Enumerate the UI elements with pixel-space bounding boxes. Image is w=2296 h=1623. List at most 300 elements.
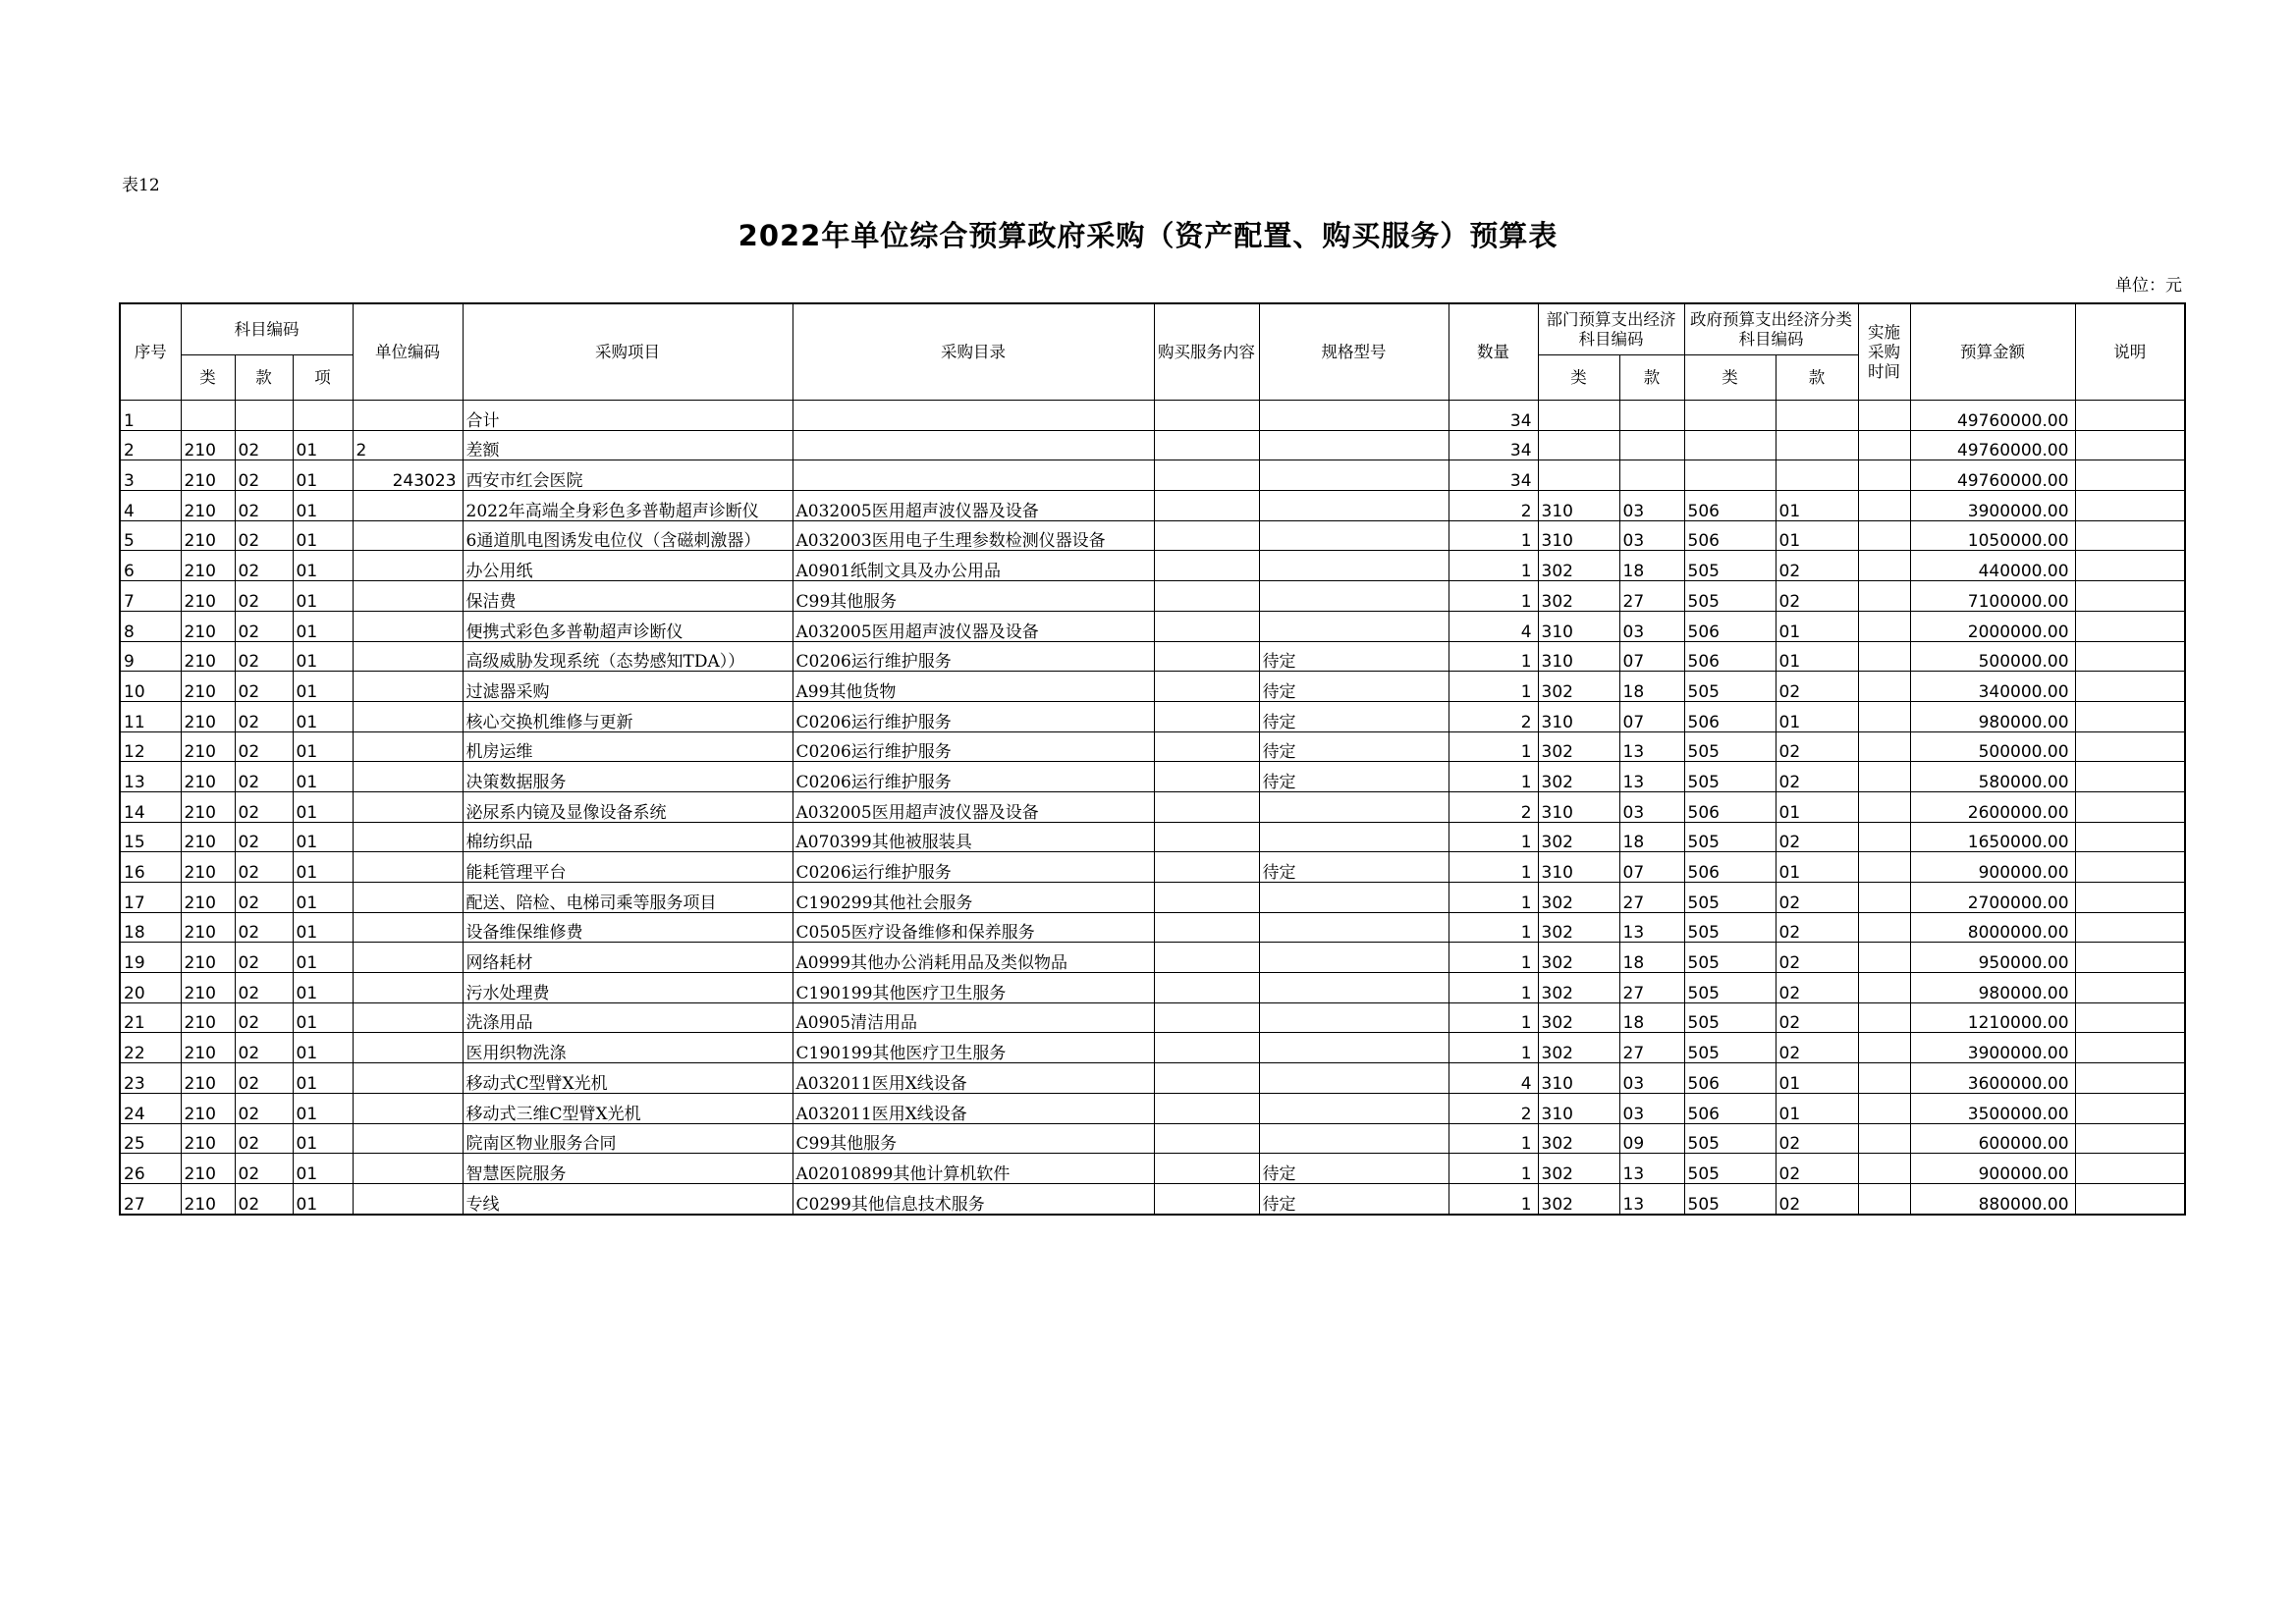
cell-seq: 26 <box>120 1154 181 1184</box>
cell-catalog: A032003医用电子生理参数检测仪器设备 <box>793 520 1154 551</box>
cell-kuan: 02 <box>235 912 293 943</box>
table-row <box>120 1093 2185 1123</box>
table-row <box>120 672 2185 702</box>
table-row <box>120 822 2185 852</box>
cell-dept-kuan: 07 <box>1619 701 1684 731</box>
cell-service <box>1154 883 1259 913</box>
cell-dept-kuan: 07 <box>1619 641 1684 672</box>
cell-spec: 待定 <box>1259 641 1449 672</box>
cell-amount: 950000.00 <box>1910 943 2075 973</box>
table-row <box>120 430 2185 460</box>
cell-service <box>1154 551 1259 581</box>
cell-service <box>1154 581 1259 612</box>
cell-unit-code <box>353 762 463 792</box>
table-row <box>120 1154 2185 1184</box>
cell-amount: 49760000.00 <box>1910 430 2075 460</box>
cell-lei: 210 <box>181 1063 235 1094</box>
table-row <box>120 943 2185 973</box>
cell-unit-code <box>353 401 463 431</box>
cell-note <box>2075 1123 2185 1154</box>
cell-amount: 3500000.00 <box>1910 1093 2075 1123</box>
cell-kuan: 02 <box>235 1154 293 1184</box>
cell-dept-lei: 302 <box>1538 943 1619 973</box>
cell-note <box>2075 731 2185 762</box>
cell-qty: 1 <box>1449 641 1538 672</box>
cell-lei <box>181 401 235 431</box>
cell-catalog: C99其他服务 <box>793 1123 1154 1154</box>
cell-project: 西安市红会医院 <box>463 460 793 491</box>
cell-unit-code: 2 <box>353 430 463 460</box>
cell-project: 棉纺织品 <box>463 822 793 852</box>
table-row <box>120 912 2185 943</box>
cell-note <box>2075 1002 2185 1033</box>
cell-lei: 210 <box>181 852 235 883</box>
cell-service <box>1154 430 1259 460</box>
cell-service <box>1154 1093 1259 1123</box>
cell-amount: 3900000.00 <box>1910 1033 2075 1063</box>
cell-gov-lei: 505 <box>1684 1183 1776 1214</box>
cell-xiang: 01 <box>293 701 353 731</box>
cell-service <box>1154 1183 1259 1214</box>
cell-gov-lei: 506 <box>1684 701 1776 731</box>
cell-dept-kuan <box>1619 430 1684 460</box>
cell-project: 合计 <box>463 401 793 431</box>
cell-unit-code <box>353 611 463 641</box>
cell-gov-kuan: 02 <box>1776 1033 1858 1063</box>
cell-impl-time <box>1858 1002 1910 1033</box>
cell-spec <box>1259 1123 1449 1154</box>
col-dept-econ-header-text: 部门预算支出经济科目编码 <box>1546 309 1676 349</box>
cell-note <box>2075 401 2185 431</box>
cell-spec <box>1259 912 1449 943</box>
cell-gov-lei: 505 <box>1684 912 1776 943</box>
cell-gov-kuan: 02 <box>1776 1123 1858 1154</box>
cell-note <box>2075 1093 2185 1123</box>
cell-project: 智慧医院服务 <box>463 1154 793 1184</box>
table-row <box>120 611 2185 641</box>
cell-catalog: C190199其他医疗卫生服务 <box>793 973 1154 1003</box>
cell-gov-lei: 506 <box>1684 1093 1776 1123</box>
cell-dept-kuan: 27 <box>1619 581 1684 612</box>
cell-unit-code <box>353 822 463 852</box>
cell-catalog: C0505医疗设备维修和保养服务 <box>793 912 1154 943</box>
cell-note <box>2075 852 2185 883</box>
cell-gov-lei: 505 <box>1684 581 1776 612</box>
cell-kuan: 02 <box>235 883 293 913</box>
table-label: 表12 <box>122 176 160 195</box>
col-gov-econ-header-text: 政府预算支出经济分类科目编码 <box>1690 309 1853 349</box>
cell-seq: 7 <box>120 581 181 612</box>
cell-gov-kuan: 02 <box>1776 1154 1858 1184</box>
cell-qty: 2 <box>1449 491 1538 521</box>
cell-spec: 待定 <box>1259 1183 1449 1214</box>
cell-qty: 34 <box>1449 460 1538 491</box>
cell-impl-time <box>1858 1063 1910 1094</box>
cell-gov-lei: 505 <box>1684 822 1776 852</box>
cell-project: 核心交换机维修与更新 <box>463 701 793 731</box>
cell-project: 决策数据服务 <box>463 762 793 792</box>
cell-dept-kuan: 27 <box>1619 1033 1684 1063</box>
cell-qty: 1 <box>1449 822 1538 852</box>
cell-lei: 210 <box>181 731 235 762</box>
cell-gov-lei <box>1684 460 1776 491</box>
cell-lei: 210 <box>181 491 235 521</box>
cell-seq: 4 <box>120 491 181 521</box>
cell-dept-kuan: 27 <box>1619 883 1684 913</box>
cell-qty: 1 <box>1449 551 1538 581</box>
cell-gov-lei: 506 <box>1684 1063 1776 1094</box>
cell-xiang: 01 <box>293 912 353 943</box>
cell-impl-time <box>1858 551 1910 581</box>
col-xiang-header: 项 <box>293 355 353 401</box>
cell-dept-lei: 302 <box>1538 672 1619 702</box>
col-gov-kuan-header: 款 <box>1776 355 1858 401</box>
cell-lei: 210 <box>181 430 235 460</box>
cell-gov-lei: 505 <box>1684 551 1776 581</box>
cell-catalog: C0206运行维护服务 <box>793 762 1154 792</box>
cell-amount: 440000.00 <box>1910 551 2075 581</box>
cell-gov-lei: 505 <box>1684 1002 1776 1033</box>
cell-dept-lei: 310 <box>1538 520 1619 551</box>
cell-unit-code <box>353 791 463 822</box>
cell-project: 便携式彩色多普勒超声诊断仪 <box>463 611 793 641</box>
cell-service <box>1154 791 1259 822</box>
cell-unit-code <box>353 943 463 973</box>
cell-service <box>1154 1002 1259 1033</box>
cell-note <box>2075 491 2185 521</box>
cell-gov-lei: 505 <box>1684 1123 1776 1154</box>
cell-qty: 1 <box>1449 672 1538 702</box>
cell-kuan: 02 <box>235 943 293 973</box>
cell-xiang: 01 <box>293 460 353 491</box>
col-gov-lei-header: 类 <box>1684 355 1776 401</box>
cell-xiang: 01 <box>293 1154 353 1184</box>
table-row <box>120 581 2185 612</box>
cell-lei: 210 <box>181 1183 235 1214</box>
cell-seq: 16 <box>120 852 181 883</box>
table-row <box>120 883 2185 913</box>
cell-unit-code <box>353 491 463 521</box>
cell-catalog: A032005医用超声波仪器及设备 <box>793 791 1154 822</box>
cell-service <box>1154 1154 1259 1184</box>
cell-note <box>2075 701 2185 731</box>
table-row <box>120 401 2185 431</box>
cell-note <box>2075 1154 2185 1184</box>
cell-qty: 1 <box>1449 1123 1538 1154</box>
cell-note <box>2075 762 2185 792</box>
cell-amount: 1050000.00 <box>1910 520 2075 551</box>
cell-gov-kuan: 01 <box>1776 641 1858 672</box>
col-qty-header: 数量 <box>1449 303 1538 401</box>
cell-unit-code <box>353 551 463 581</box>
cell-unit-code <box>353 912 463 943</box>
cell-gov-lei: 506 <box>1684 611 1776 641</box>
cell-unit-code <box>353 973 463 1003</box>
cell-kuan: 02 <box>235 1183 293 1214</box>
cell-xiang: 01 <box>293 762 353 792</box>
cell-spec <box>1259 822 1449 852</box>
cell-gov-lei: 505 <box>1684 731 1776 762</box>
table-row <box>120 491 2185 521</box>
cell-xiang: 01 <box>293 1063 353 1094</box>
cell-unit-code <box>353 581 463 612</box>
col-service-header <box>1154 303 1259 401</box>
col-impl-time-header-text: 实施采购时间 <box>1868 322 1901 381</box>
cell-gov-lei: 505 <box>1684 1033 1776 1063</box>
cell-gov-lei: 506 <box>1684 520 1776 551</box>
cell-note <box>2075 1033 2185 1063</box>
cell-gov-kuan: 01 <box>1776 852 1858 883</box>
cell-gov-kuan <box>1776 460 1858 491</box>
cell-catalog: A070399其他被服装具 <box>793 822 1154 852</box>
cell-dept-kuan: 18 <box>1619 672 1684 702</box>
cell-dept-lei: 302 <box>1538 822 1619 852</box>
cell-dept-lei: 310 <box>1538 1093 1619 1123</box>
page-title: 2022年单位综合预算政府采购（资产配置、购买服务）预算表 <box>738 219 1558 252</box>
col-subject-code-header: 科目编码 <box>181 303 353 355</box>
cell-kuan: 02 <box>235 1123 293 1154</box>
cell-lei: 210 <box>181 1033 235 1063</box>
cell-seq: 15 <box>120 822 181 852</box>
cell-catalog: A99其他货物 <box>793 672 1154 702</box>
cell-unit-code <box>353 1183 463 1214</box>
cell-dept-lei: 310 <box>1538 491 1619 521</box>
cell-dept-lei: 302 <box>1538 1123 1619 1154</box>
table-row <box>120 551 2185 581</box>
cell-amount: 500000.00 <box>1910 731 2075 762</box>
cell-xiang: 01 <box>293 1093 353 1123</box>
cell-impl-time <box>1858 520 1910 551</box>
cell-dept-lei: 310 <box>1538 1063 1619 1094</box>
cell-unit-code <box>353 1154 463 1184</box>
cell-project: 医用织物洗涤 <box>463 1033 793 1063</box>
cell-amount: 2000000.00 <box>1910 611 2075 641</box>
cell-project: 设备维保维修费 <box>463 912 793 943</box>
cell-lei: 210 <box>181 912 235 943</box>
cell-dept-lei: 302 <box>1538 762 1619 792</box>
cell-dept-lei <box>1538 430 1619 460</box>
cell-impl-time <box>1858 401 1910 431</box>
cell-service <box>1154 1123 1259 1154</box>
cell-dept-kuan: 13 <box>1619 912 1684 943</box>
cell-unit-code <box>353 641 463 672</box>
cell-dept-lei: 310 <box>1538 791 1619 822</box>
cell-dept-lei: 302 <box>1538 1154 1619 1184</box>
cell-gov-kuan: 01 <box>1776 520 1858 551</box>
cell-catalog <box>793 460 1154 491</box>
cell-seq: 10 <box>120 672 181 702</box>
cell-service <box>1154 641 1259 672</box>
cell-amount: 900000.00 <box>1910 1154 2075 1184</box>
cell-gov-kuan: 02 <box>1776 672 1858 702</box>
cell-project: 污水处理费 <box>463 973 793 1003</box>
cell-kuan: 02 <box>235 1002 293 1033</box>
cell-seq: 9 <box>120 641 181 672</box>
cell-amount: 49760000.00 <box>1910 401 2075 431</box>
cell-service <box>1154 491 1259 521</box>
cell-xiang: 01 <box>293 822 353 852</box>
cell-qty: 34 <box>1449 430 1538 460</box>
cell-spec <box>1259 1033 1449 1063</box>
cell-lei: 210 <box>181 641 235 672</box>
cell-gov-lei <box>1684 430 1776 460</box>
cell-xiang: 01 <box>293 973 353 1003</box>
cell-spec <box>1259 883 1449 913</box>
cell-dept-kuan <box>1619 460 1684 491</box>
cell-dept-kuan: 03 <box>1619 1093 1684 1123</box>
cell-seq: 12 <box>120 731 181 762</box>
cell-dept-lei: 310 <box>1538 641 1619 672</box>
col-unit-code-header: 单位编码 <box>353 303 463 401</box>
cell-seq: 24 <box>120 1093 181 1123</box>
cell-seq: 20 <box>120 973 181 1003</box>
cell-seq: 2 <box>120 430 181 460</box>
table-row <box>120 520 2185 551</box>
cell-gov-lei <box>1684 401 1776 431</box>
cell-catalog <box>793 401 1154 431</box>
cell-dept-kuan: 18 <box>1619 943 1684 973</box>
cell-spec <box>1259 520 1449 551</box>
cell-kuan: 02 <box>235 551 293 581</box>
cell-dept-kuan: 27 <box>1619 973 1684 1003</box>
cell-spec: 待定 <box>1259 1154 1449 1184</box>
cell-dept-lei: 302 <box>1538 1033 1619 1063</box>
cell-gov-kuan: 02 <box>1776 912 1858 943</box>
cell-gov-kuan <box>1776 430 1858 460</box>
table-row <box>120 1002 2185 1033</box>
table-row <box>120 762 2185 792</box>
cell-project: 专线 <box>463 1183 793 1214</box>
cell-amount: 49760000.00 <box>1910 460 2075 491</box>
cell-project: 保洁费 <box>463 581 793 612</box>
cell-lei: 210 <box>181 1154 235 1184</box>
cell-unit-code <box>353 1093 463 1123</box>
cell-project: 移动式C型臂X光机 <box>463 1063 793 1094</box>
cell-gov-lei: 506 <box>1684 641 1776 672</box>
col-impl-time-header <box>1858 303 1910 401</box>
cell-qty: 2 <box>1449 701 1538 731</box>
table-row <box>120 641 2185 672</box>
cell-qty: 1 <box>1449 1183 1538 1214</box>
cell-qty: 4 <box>1449 1063 1538 1094</box>
cell-impl-time <box>1858 973 1910 1003</box>
cell-spec: 待定 <box>1259 701 1449 731</box>
cell-qty: 1 <box>1449 943 1538 973</box>
table-row <box>120 973 2185 1003</box>
cell-dept-lei <box>1538 401 1619 431</box>
cell-spec <box>1259 973 1449 1003</box>
cell-kuan: 02 <box>235 973 293 1003</box>
cell-qty: 4 <box>1449 611 1538 641</box>
col-project-header: 采购项目 <box>463 303 793 401</box>
cell-gov-kuan: 02 <box>1776 883 1858 913</box>
cell-qty: 1 <box>1449 520 1538 551</box>
table-row <box>120 460 2185 491</box>
cell-impl-time <box>1858 581 1910 612</box>
table-row <box>120 852 2185 883</box>
cell-xiang: 01 <box>293 1033 353 1063</box>
cell-dept-kuan: 18 <box>1619 822 1684 852</box>
cell-dept-lei: 302 <box>1538 581 1619 612</box>
cell-service <box>1154 852 1259 883</box>
cell-spec <box>1259 791 1449 822</box>
cell-service <box>1154 912 1259 943</box>
cell-dept-lei: 302 <box>1538 731 1619 762</box>
cell-catalog: A02010899其他计算机软件 <box>793 1154 1154 1184</box>
cell-impl-time <box>1858 1183 1910 1214</box>
cell-spec: 待定 <box>1259 731 1449 762</box>
cell-dept-kuan: 07 <box>1619 852 1684 883</box>
cell-project: 洗涤用品 <box>463 1002 793 1033</box>
cell-spec <box>1259 1093 1449 1123</box>
cell-service <box>1154 943 1259 973</box>
cell-gov-kuan: 01 <box>1776 1093 1858 1123</box>
cell-seq: 23 <box>120 1063 181 1094</box>
cell-note <box>2075 1063 2185 1094</box>
cell-amount: 8000000.00 <box>1910 912 2075 943</box>
cell-unit-code <box>353 852 463 883</box>
cell-dept-lei: 302 <box>1538 912 1619 943</box>
cell-gov-kuan: 01 <box>1776 791 1858 822</box>
cell-xiang: 01 <box>293 791 353 822</box>
cell-gov-lei: 505 <box>1684 883 1776 913</box>
cell-note <box>2075 822 2185 852</box>
cell-xiang: 01 <box>293 943 353 973</box>
cell-kuan: 02 <box>235 641 293 672</box>
cell-xiang: 01 <box>293 672 353 702</box>
table-row <box>120 1033 2185 1063</box>
cell-impl-time <box>1858 852 1910 883</box>
cell-lei: 210 <box>181 1002 235 1033</box>
cell-unit-code <box>353 1123 463 1154</box>
cell-catalog: C99其他服务 <box>793 581 1154 612</box>
cell-gov-lei: 506 <box>1684 852 1776 883</box>
cell-spec <box>1259 460 1449 491</box>
cell-impl-time <box>1858 731 1910 762</box>
cell-gov-lei: 505 <box>1684 762 1776 792</box>
cell-dept-lei: 302 <box>1538 883 1619 913</box>
cell-note <box>2075 943 2185 973</box>
cell-spec <box>1259 1063 1449 1094</box>
cell-lei: 210 <box>181 791 235 822</box>
cell-service <box>1154 701 1259 731</box>
cell-qty: 1 <box>1449 883 1538 913</box>
cell-seq: 13 <box>120 762 181 792</box>
cell-impl-time <box>1858 701 1910 731</box>
unit-label: 单位：元 <box>2115 276 2182 296</box>
cell-amount: 1210000.00 <box>1910 1002 2075 1033</box>
cell-seq: 27 <box>120 1183 181 1214</box>
cell-dept-kuan: 18 <box>1619 551 1684 581</box>
cell-xiang: 01 <box>293 430 353 460</box>
cell-lei: 210 <box>181 943 235 973</box>
cell-impl-time <box>1858 672 1910 702</box>
cell-impl-time <box>1858 912 1910 943</box>
cell-dept-lei: 302 <box>1538 551 1619 581</box>
cell-catalog: A0905清洁用品 <box>793 1002 1154 1033</box>
cell-impl-time <box>1858 1123 1910 1154</box>
cell-gov-kuan: 02 <box>1776 1002 1858 1033</box>
cell-qty: 1 <box>1449 581 1538 612</box>
cell-kuan: 02 <box>235 672 293 702</box>
cell-amount: 340000.00 <box>1910 672 2075 702</box>
table-body <box>120 401 2185 1215</box>
cell-project: 泌尿系内镜及显像设备系统 <box>463 791 793 822</box>
cell-gov-lei: 505 <box>1684 943 1776 973</box>
cell-seq: 17 <box>120 883 181 913</box>
cell-project: 过滤器采购 <box>463 672 793 702</box>
col-dept-kuan-header: 款 <box>1619 355 1684 401</box>
